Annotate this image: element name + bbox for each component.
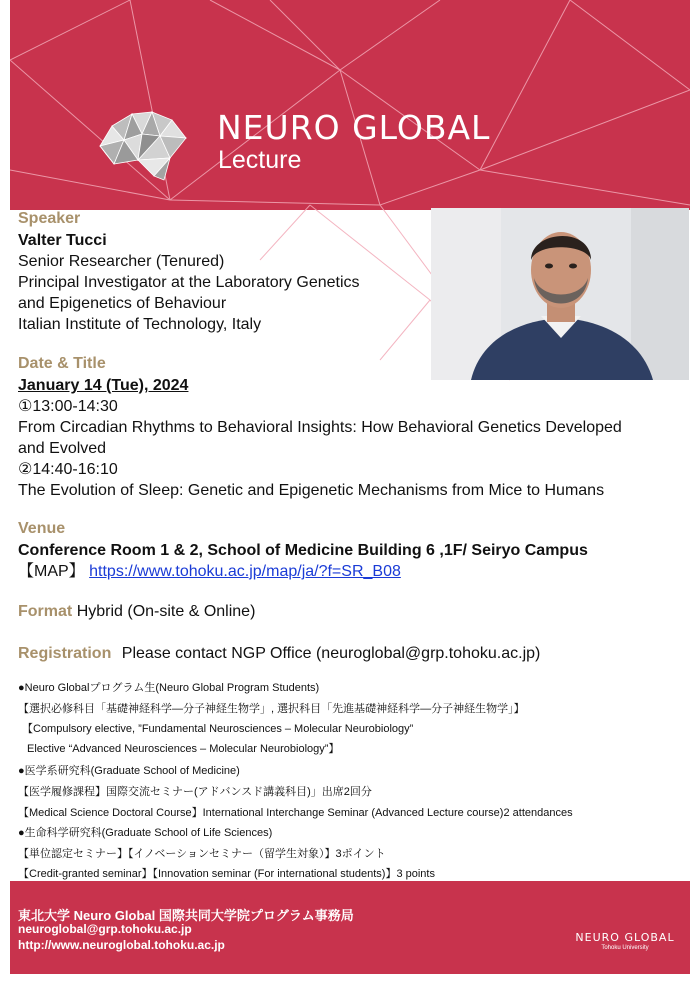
footer-logo-text: NEURO GLOBAL: [575, 931, 675, 944]
venue-place: Conference Room 1 & 2, School of Medicine Building 6 ,1F/ Seiryo Campus: [18, 542, 588, 559]
note-line: 【単位認定セミナー】【イノベーションセミナー（留学生対象）】3ポイント: [18, 848, 386, 860]
footer-banner: [10, 881, 690, 974]
session-1-title: From Circadian Rhythms to Behavioral Insights: How Behavioral Genetics Developed: [18, 419, 622, 436]
note-line: ●生命科学研究科(Graduate School of Life Sciences): [18, 827, 273, 839]
speaker-line-2: Principal Investigator at the Laboratory Genetics: [18, 274, 360, 291]
note-line: 【選択必修科目「基礎神経科学―分子神経生物学」, 選択科目「先進基礎神経科学―分子神経生物学」】: [18, 703, 525, 715]
date-title-label: Date & Title: [18, 355, 106, 372]
lecture-subtitle: Lecture: [218, 146, 302, 174]
footer-logo: [570, 931, 680, 951]
note-line: ●Neuro Globalプログラム生(Neuro Global Program Students): [18, 682, 320, 694]
session-1-time: ①13:00-14:30: [18, 398, 118, 415]
footer-office: 東北大学 Neuro Global 国際共同大学院プログラム事務局: [18, 908, 354, 923]
map-row: [18, 561, 401, 582]
session-2-time: ②14:40-16:10: [18, 461, 118, 478]
note-line: 【Credit-granted seminar】【Innovation seminar (For international students)】3 points: [18, 868, 435, 880]
map-label: 【MAP】: [18, 563, 85, 580]
footer-url[interactable]: http://www.neuroglobal.tohoku.ac.jp: [18, 938, 225, 952]
speaker-portrait-icon: [431, 208, 689, 380]
registration-row: [18, 643, 540, 664]
note-line: ●医学系研究科(Graduate School of Medicine): [18, 765, 240, 777]
brand-title: NEURO GLOBAL: [217, 108, 491, 147]
format-label: Format: [18, 603, 73, 620]
note-line: Elective “Advanced Neurosciences – Molecular Neurobiology”】: [27, 743, 340, 755]
format-row: [18, 601, 255, 622]
note-line: 【医学履修課程】国際交流セミナー(アドバンスド講義科目)」出席2回分: [18, 786, 372, 798]
note-line: 【Medical Science Doctoral Course】International Interchange Seminar (Advanced Lecture course)2 attendances: [18, 807, 573, 819]
speaker-name: Valter Tucci: [18, 232, 107, 249]
speaker-line-4: Italian Institute of Technology, Italy: [18, 316, 262, 333]
registration-value: Please contact NGP Office (neuroglobal@grp.tohoku.ac.jp): [121, 645, 541, 662]
brain-logo-icon: [92, 106, 192, 182]
speaker-line-1: Senior Researcher (Tenured): [18, 253, 225, 270]
note-line: 【Compulsory elective, ”Fundamental Neurosciences – Molecular Neurobiology”: [22, 723, 414, 735]
venue-label: Venue: [18, 520, 66, 537]
footer-logo-sub: Tohoku University: [601, 945, 649, 951]
format-value: Hybrid (On-site & Online): [76, 603, 256, 620]
session-2-title: The Evolution of Sleep: Genetic and Epigenetic Mechanisms from Mice to Humans: [18, 482, 605, 499]
speaker-photo: [431, 208, 689, 380]
lecture-date: January 14 (Tue), 2024: [18, 377, 189, 394]
registration-label: Registration: [18, 645, 112, 662]
map-link[interactable]: https://www.tohoku.ac.jp/map/ja/?f=SR_B08: [89, 563, 401, 580]
speaker-label: Speaker: [18, 210, 81, 227]
footer-email[interactable]: neuroglobal@grp.tohoku.ac.jp: [18, 922, 192, 936]
speaker-line-3: and Epigenetics of Behaviour: [18, 295, 227, 312]
session-1-title-cont: and Evolved: [18, 440, 107, 457]
